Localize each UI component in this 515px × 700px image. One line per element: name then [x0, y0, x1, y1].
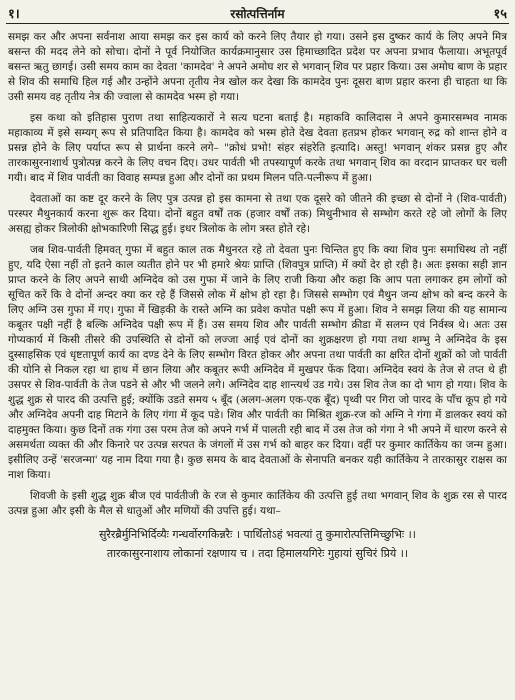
paragraph: जब शिव-पार्वती हिमवत् गुफा में बहुत काल तक मैथुनरत रहे तो देवता पुनः चिन्तित हुए कि क्या शिव पुनः समाधिस्थ तो नहीं हुए, यदि ऐसा नहीं तो इतने काल व्यतीत होने पर भी हमारे श्रेयः प्राप्ति (शिवपुत्र प्राप्ति) में क्यों देर हो रही है। अतः इसका सही ज्ञान प्राप्त करने के लिए अपने साथी अग्निदेव को उस गुफा में जाने के लिए राजी किया और कहा कि आप पता लगाकर हम लोगों को सूचित करें कि वे दोनों अन्दर क्या कर रहे हैं जिससे लोक में क्षोभ हो रहा है। जिससे सम्भोग एवं मैथुन जन्य क्षोभ को बन्द करने के लिए अग्नि उस गुफा में गए। गुफा में खिड़की के रास्ते अग्नि का प्रवेश कपोत पक्षी रूप में हुआ। शिव ने समझ लिया की यह सामान्य कबूतर पक्षी नहीं है बल्कि अग्निदेव पक्षी रूप में हैं। उस समय शिव और पार्वती सम्भोग क्रीडा में सलग्न एवं निर्वस्त्र थे। अतः उस गोप्यकार्य में किसी तीसरे की उपस्थिति से दोनों को लज्जा आई एवं दोनों का शुक्रक्षरण हो गया तथा शम्भु ने अग्निदेव के इस दुस्साहसिक एवं धृष्टतापूर्ण कार्य का दण्ड देने के लिए सम्भोग विरत होकर और अपना तथा पार्वती का क्षरित दोनों शुक्रों को जो पार्वती की योनि से निकल रहा था हाथ में छान लिया और कबूतर रूपी अग्निदेव में मुखपर फेंक दिया। अग्निदेव स्वयं के तेज से तप्त थे ही उसपर से शिव-पार्वती के तेज पडने से और भी जलने लगे। अग्निदेव दाह शान्त्यर्थ उड गये। उस शिव तेज का दो भाग हो गया। शिव के शुद्ध शुक्र से पारद की उत्पत्ति हुई; क्योंकि उडते समय ५ बूँद (अलग-अलग एक-एक बूँद) पृथ्वी पर गिरा जो पारद के पाँच कूप हो गये और अग्निदेव अपनी दाह मिटाने के लिए गंगा में कूद पडे। शिव और पार्वती का मिश्रित शुक्र-रज को अग्नि ने गंगा में डालकर स्वयं को दाहमुक्त किया। कुछ दिनों तक गंगा उस परम तेज को अपने गर्भ में पालती रही बाद में उस तेज को गंगा ने भी अपने में धारण करने से असमर्थता व्यक्त की और किनारे पर उत्पन्न सरपत के जंगलों में उस गर्भ को बाहर कर दिया। वहीं पर कुमार कार्तिकेय का जन्म हुआ। इसीलिए उन्हें 'सरजन्मा' यह नाम दिया गया है। कुछ समय के बाद देवताओं के सेनापति बनकर यही कार्तिकेय ने तारकासुर राक्षस का नाश किया। — [8, 244, 507, 481]
verse-line: सुरैरब्रैर्मुनिभिर्दिव्यैः गन्धर्वोरगकिन्नरैः । पार्थितोऽहं भवत्यां तु कुमारोत्पत्तिमिच्छुभिः ।। — [99, 528, 416, 541]
paragraph: देवताओं का कष्ट दूर करने के लिए पुत्र उत्पन्न हो इस कामना से तथा एक दूसरे को जीतने की इच्छा से दोनों ने (शिव-पार्वती) परस्पर मैथुनकार्य करना शुरू कर दिया। दोनों बहुत वर्षों तक (हजार वर्षों तक) मिथुनीभाव से सम्भोग करते रहे जो लोगों के लिए असह्य होकर त्रिलोकी क्षोभकारिणी सिद्ध हुई। इधर त्रिलोक के लोग त्रस्त होते रहे। — [8, 193, 507, 235]
paragraph: समझ कर और अपना सर्वनाश आया समझ कर इस कार्य को करने लिए तैयार हो गया। उसने इस दुष्कर कार्य के लिए अपने मित्र बसन्त की मदद लेने को सोचा। दोनों ने पूर्व नियोजित कार्यक्रमानुसार उस हिमाच्छादित प्रदेश पर अपना प्रभाव फैलाया। अभूतपूर्व बसन्त ऋतु छागई। उसी समय काम का देवता 'कामदेव' ने अपने अमोघ शर से भगवान् शिव पर प्रहार किया। उस अमोघ बाण के प्रहार से शिव की समाधि हिल गई और उन्होंने अपना तृतीय नेत्र खोल कर देखा कि कामदेव पुनः दूसरा बाण प्रहार करना ही चाहता था कि उसी समय वह तृतीय नेत्र की ज्वाला से कामदेव भस्म हो गया। — [8, 31, 507, 103]
page-body — [6, 24, 509, 563]
paragraph: शिवजी के इसी शुद्ध शुक्र बीज एवं पार्वतीजी के रज से कुमार कार्तिकेय की उत्पत्ति हुई तथा भगवान् शिव के शुक्र रस से पारद उत्पन्न हुआ और इसी के मैल से धातुओं और मणियों की उपत्ति हुई। यथा– — [8, 490, 507, 517]
running-title: रसोत्पत्तिर्नाम — [230, 6, 285, 21]
paragraph: इस कथा को इतिहास पुराण तथा साहित्यकारों ने सत्य घटना बताई है। महाकवि कालिदास ने अपने कुमारसम्भव नामक महाकाव्य में इसे सम्यग् रूप से प्रतिपादित किया है। कामदेव को भस्म होते देख देवता हतप्रभ होकर भगवान् रुद्र को शान्त होने व प्रसन्न होने के लिए पर्याप्त रूप से प्रार्थना करने लगे– "क्रोधं प्रभो! संहर संहरेति इत्यादि। अस्तु! भगवान् शंकर प्रसन्न हुए और तारकासुरनाशार्थ पुत्रोत्पन्न करने के लिए वचन दिए। उधर पार्वती भी तपस्यापूर्ण करके तथा भगवान् शिव का वरदान प्राप्तकर घर चली गयी। बाद में शिव पार्वती का विवाह सम्पन्न हुआ और दोनों का प्रथम मिलन पति-पत्नीरूप में हुआ। — [8, 112, 507, 184]
page-header — [6, 4, 509, 24]
sanskrit-verses — [8, 525, 507, 563]
page-number-left: १। — [8, 7, 20, 22]
verse-line: तारकासुरनाशाय लोकानां रक्षणाय च । तदा हिमालयगिरेः गुहायां सुचिरं प्रिये ।। — [106, 547, 409, 560]
page-number: १५ — [493, 7, 507, 22]
